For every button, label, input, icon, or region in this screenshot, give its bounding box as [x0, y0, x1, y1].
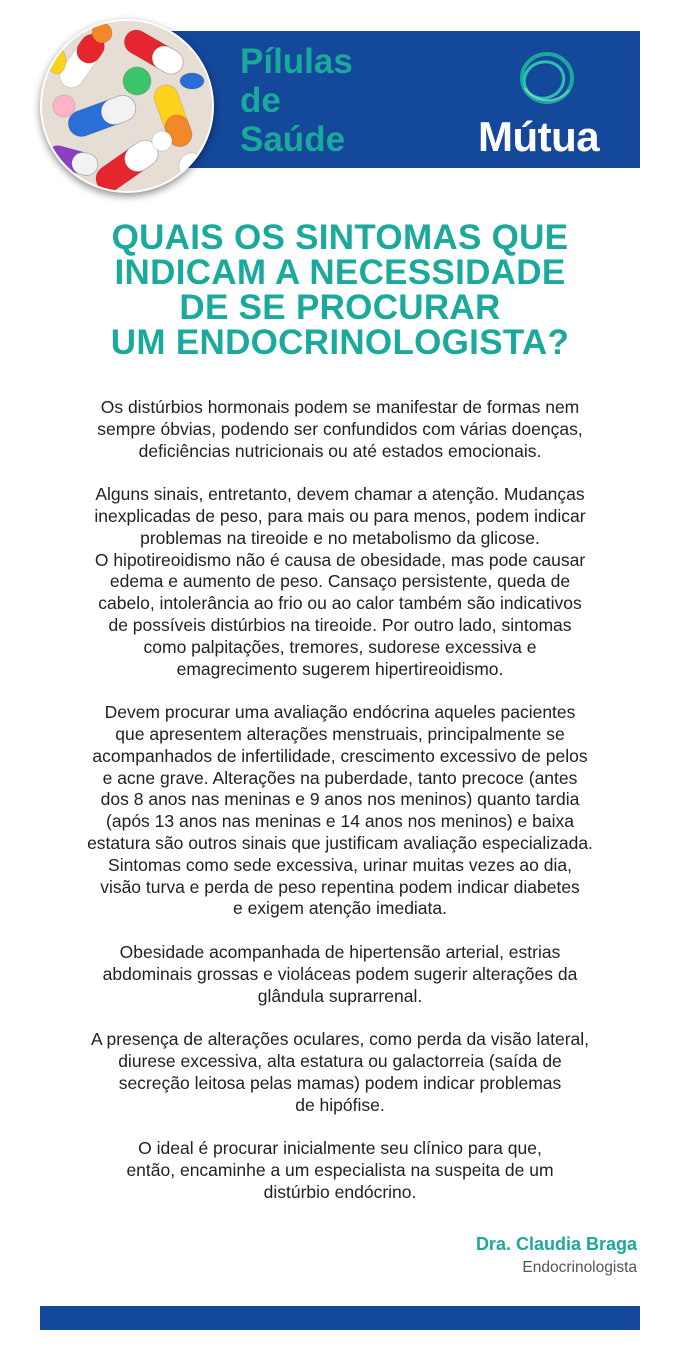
paragraph-evaluation: Devem procurar uma avaliação endócrina aqueles pacientes que apresentem alterações menstruais, principalmente se acompanhados de infertilidade, crescimento excessivo de pelos e acne grave. Alterações na puberdade, tanto precoce (antes dos 8 anos nas meninas e 9 anos nos meninos) quanto tardia (após 13 anos nas meninas e 14 anos nos meninos) e baixa estatura são outros sinais que justificam avaliação especializada. Sintomas como sede excessiva, urinar muitas vezes ao dia, visão turva e perda de peso repentina podem indicar diabetes e exigem atenção imediata. [87, 702, 593, 919]
paragraph-adrenal: Obesidade acompanhada de hipertensão arterial, estrias abdominais grossas e violáceas podem sugerir alterações da glândula suprarrenal. [102, 941, 578, 1006]
article-body [38, 397, 642, 1225]
signature [476, 1233, 637, 1279]
paragraph-pituitary: A presença de alterações oculares, como perda da visão lateral, diurese excessiva, alta estatura ou galactorreia (saída de secreção leitosa pelas mamas) podem indicar problemas de hipófise. [90, 1029, 590, 1115]
footer-band [40, 1306, 640, 1330]
headline: QUAIS OS SINTOMAS QUE INDICAM A NECESSIDADE DE SE PROCURAR UM ENDOCRINOLOGISTA? [110, 218, 570, 362]
paragraph-conclusion: O ideal é procurar inicialmente seu clínico para que, então, encaminhe a um especialista na suspeita de um distúrbio endócrino. [126, 1138, 554, 1202]
author-name: Dra. Claudia Braga [475, 1234, 637, 1254]
mutua-ring-logo-icon [515, 48, 579, 115]
author-role: Endocrinologista [522, 1259, 637, 1276]
brand-name: Mútua [478, 113, 600, 160]
paragraph-intro: Os distúrbios hormonais podem se manifestar de formas nem sempre óbvias, podendo ser confundidos com várias doenças, deficiências nutricionais ou até estados emocionais. [97, 397, 583, 461]
paragraph-thyroid: Alguns sinais, entretanto, devem chamar a atenção. Mudanças inexplicadas de peso, para mais ou para menos, podem indicar problemas na tireoide e no metabolismo da glicose. O hipotireoidismo não é causa de obesidade, mas pode causar edema e aumento de peso. Cansaço persistente, queda de cabelo, intolerância ao frio ou ao calor também são indicativos de possíveis distúrbios na tireoide. Por outro lado, sintomas como palpitações, tremores, sudorese excessiva e emagrecimento sugerem hipertireoidismo. [94, 484, 586, 679]
pills-photo-icon [40, 19, 214, 193]
series-title: Pílulas de Saúde [240, 42, 353, 159]
